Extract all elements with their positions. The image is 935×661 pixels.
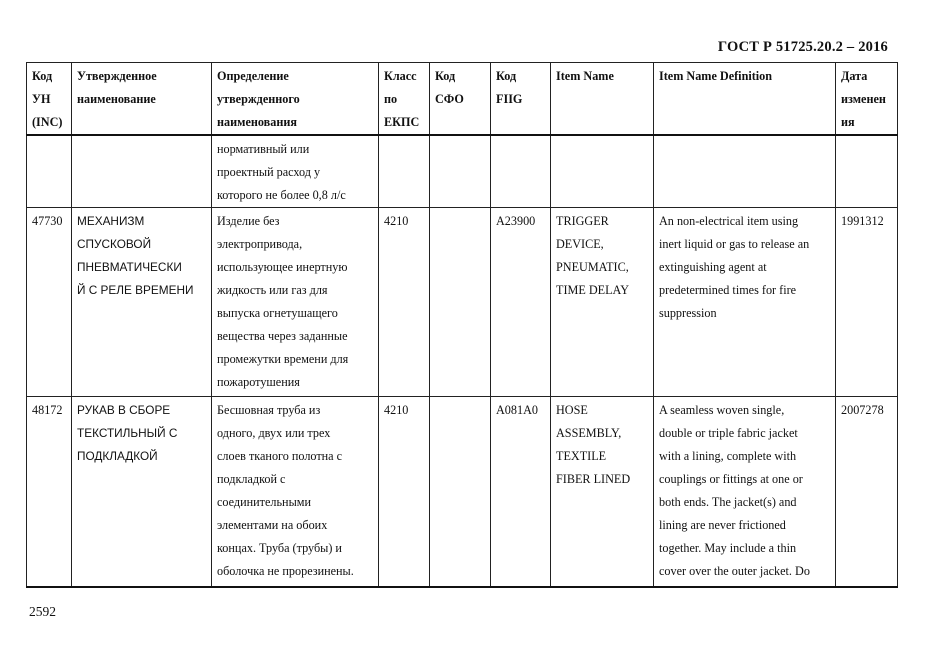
header-sfo: Код СФО: [430, 63, 491, 136]
continued-definition: нормативный или проектный расход у которого не более 0,8 л/с: [212, 135, 379, 208]
inc-cell: 47730: [27, 208, 72, 397]
header-approved-name: Утвержденное наименование: [72, 63, 212, 136]
table-cell: [491, 135, 551, 208]
fiig-cell: A081A0: [491, 397, 551, 587]
table-cell: [72, 135, 212, 208]
approved-name-cell: МЕХАНИЗМ СПУСКОВОЙ ПНЕВМАТИЧЕСКИ Й С РЕЛЕ ВРЕМЕНИ: [72, 208, 212, 397]
header-change-date: Дата изменен ия: [836, 63, 898, 136]
table-cell: [654, 135, 836, 208]
table-row-continuation: [27, 135, 898, 208]
table-row: [27, 208, 898, 397]
table-cell: [836, 135, 898, 208]
sfo-cell: [430, 397, 491, 587]
header-fiig: Код FIIG: [491, 63, 551, 136]
date-cell: 1991312: [836, 208, 898, 397]
table-cell: [551, 135, 654, 208]
table-cell: [430, 135, 491, 208]
header-item-name: Item Name: [551, 63, 654, 136]
page-number: 2592: [29, 604, 56, 619]
standard-designation: ГОСТ Р 51725.20.2 – 2016: [717, 39, 888, 55]
table-row: [27, 397, 898, 587]
item-name-cell: HOSE ASSEMBLY, TEXTILE FIBER LINED: [551, 397, 654, 587]
header-inc: Код УН (INC): [27, 63, 72, 136]
approved-name-cell: РУКАВ В СБОРЕ ТЕКСТИЛЬНЫЙ С ПОДКЛАДКОЙ: [72, 397, 212, 587]
item-definition-cell: A seamless woven single, double or triple fabric jacket with a lining, complete with couplings or fittings at one or both ends. The jacket(s) and lining are never frictioned together. May include a thin cover over the outer jacket. Do: [654, 397, 836, 587]
item-definition-cell: An non-electrical item using inert liquid or gas to release an extinguishing agent at predetermined times for fire suppression: [654, 208, 836, 397]
class-cell: 4210: [379, 397, 430, 587]
class-cell: 4210: [379, 208, 430, 397]
table-header-row: [27, 63, 898, 136]
inc-cell: 48172: [27, 397, 72, 587]
table-cell: [27, 135, 72, 208]
header-item-name-definition: Item Name Definition: [654, 63, 836, 136]
table-cell: [379, 135, 430, 208]
fiig-cell: A23900: [491, 208, 551, 397]
header-class: Класс по ЕКПС: [379, 63, 430, 136]
sfo-cell: [430, 208, 491, 397]
definition-ru-cell: Бесшовная труба из одного, двух или трех слоев тканого полотна с подкладкой с соединительными элементами на обоих концах. Труба (трубы) и оболочка не прорезинены.: [212, 397, 379, 587]
catalog-table: [26, 62, 898, 588]
item-name-cell: TRIGGER DEVICE, PNEUMATIC, TIME DELAY: [551, 208, 654, 397]
header-name-definition-ru: Определение утвержденного наименования: [212, 63, 379, 136]
definition-ru-cell: Изделие без электропривода, использующее инертную жидкость или газ для выпуска огнетушащего вещества через заданные промежутки времени для пожаротушения: [212, 208, 379, 397]
date-cell: 2007278: [836, 397, 898, 587]
